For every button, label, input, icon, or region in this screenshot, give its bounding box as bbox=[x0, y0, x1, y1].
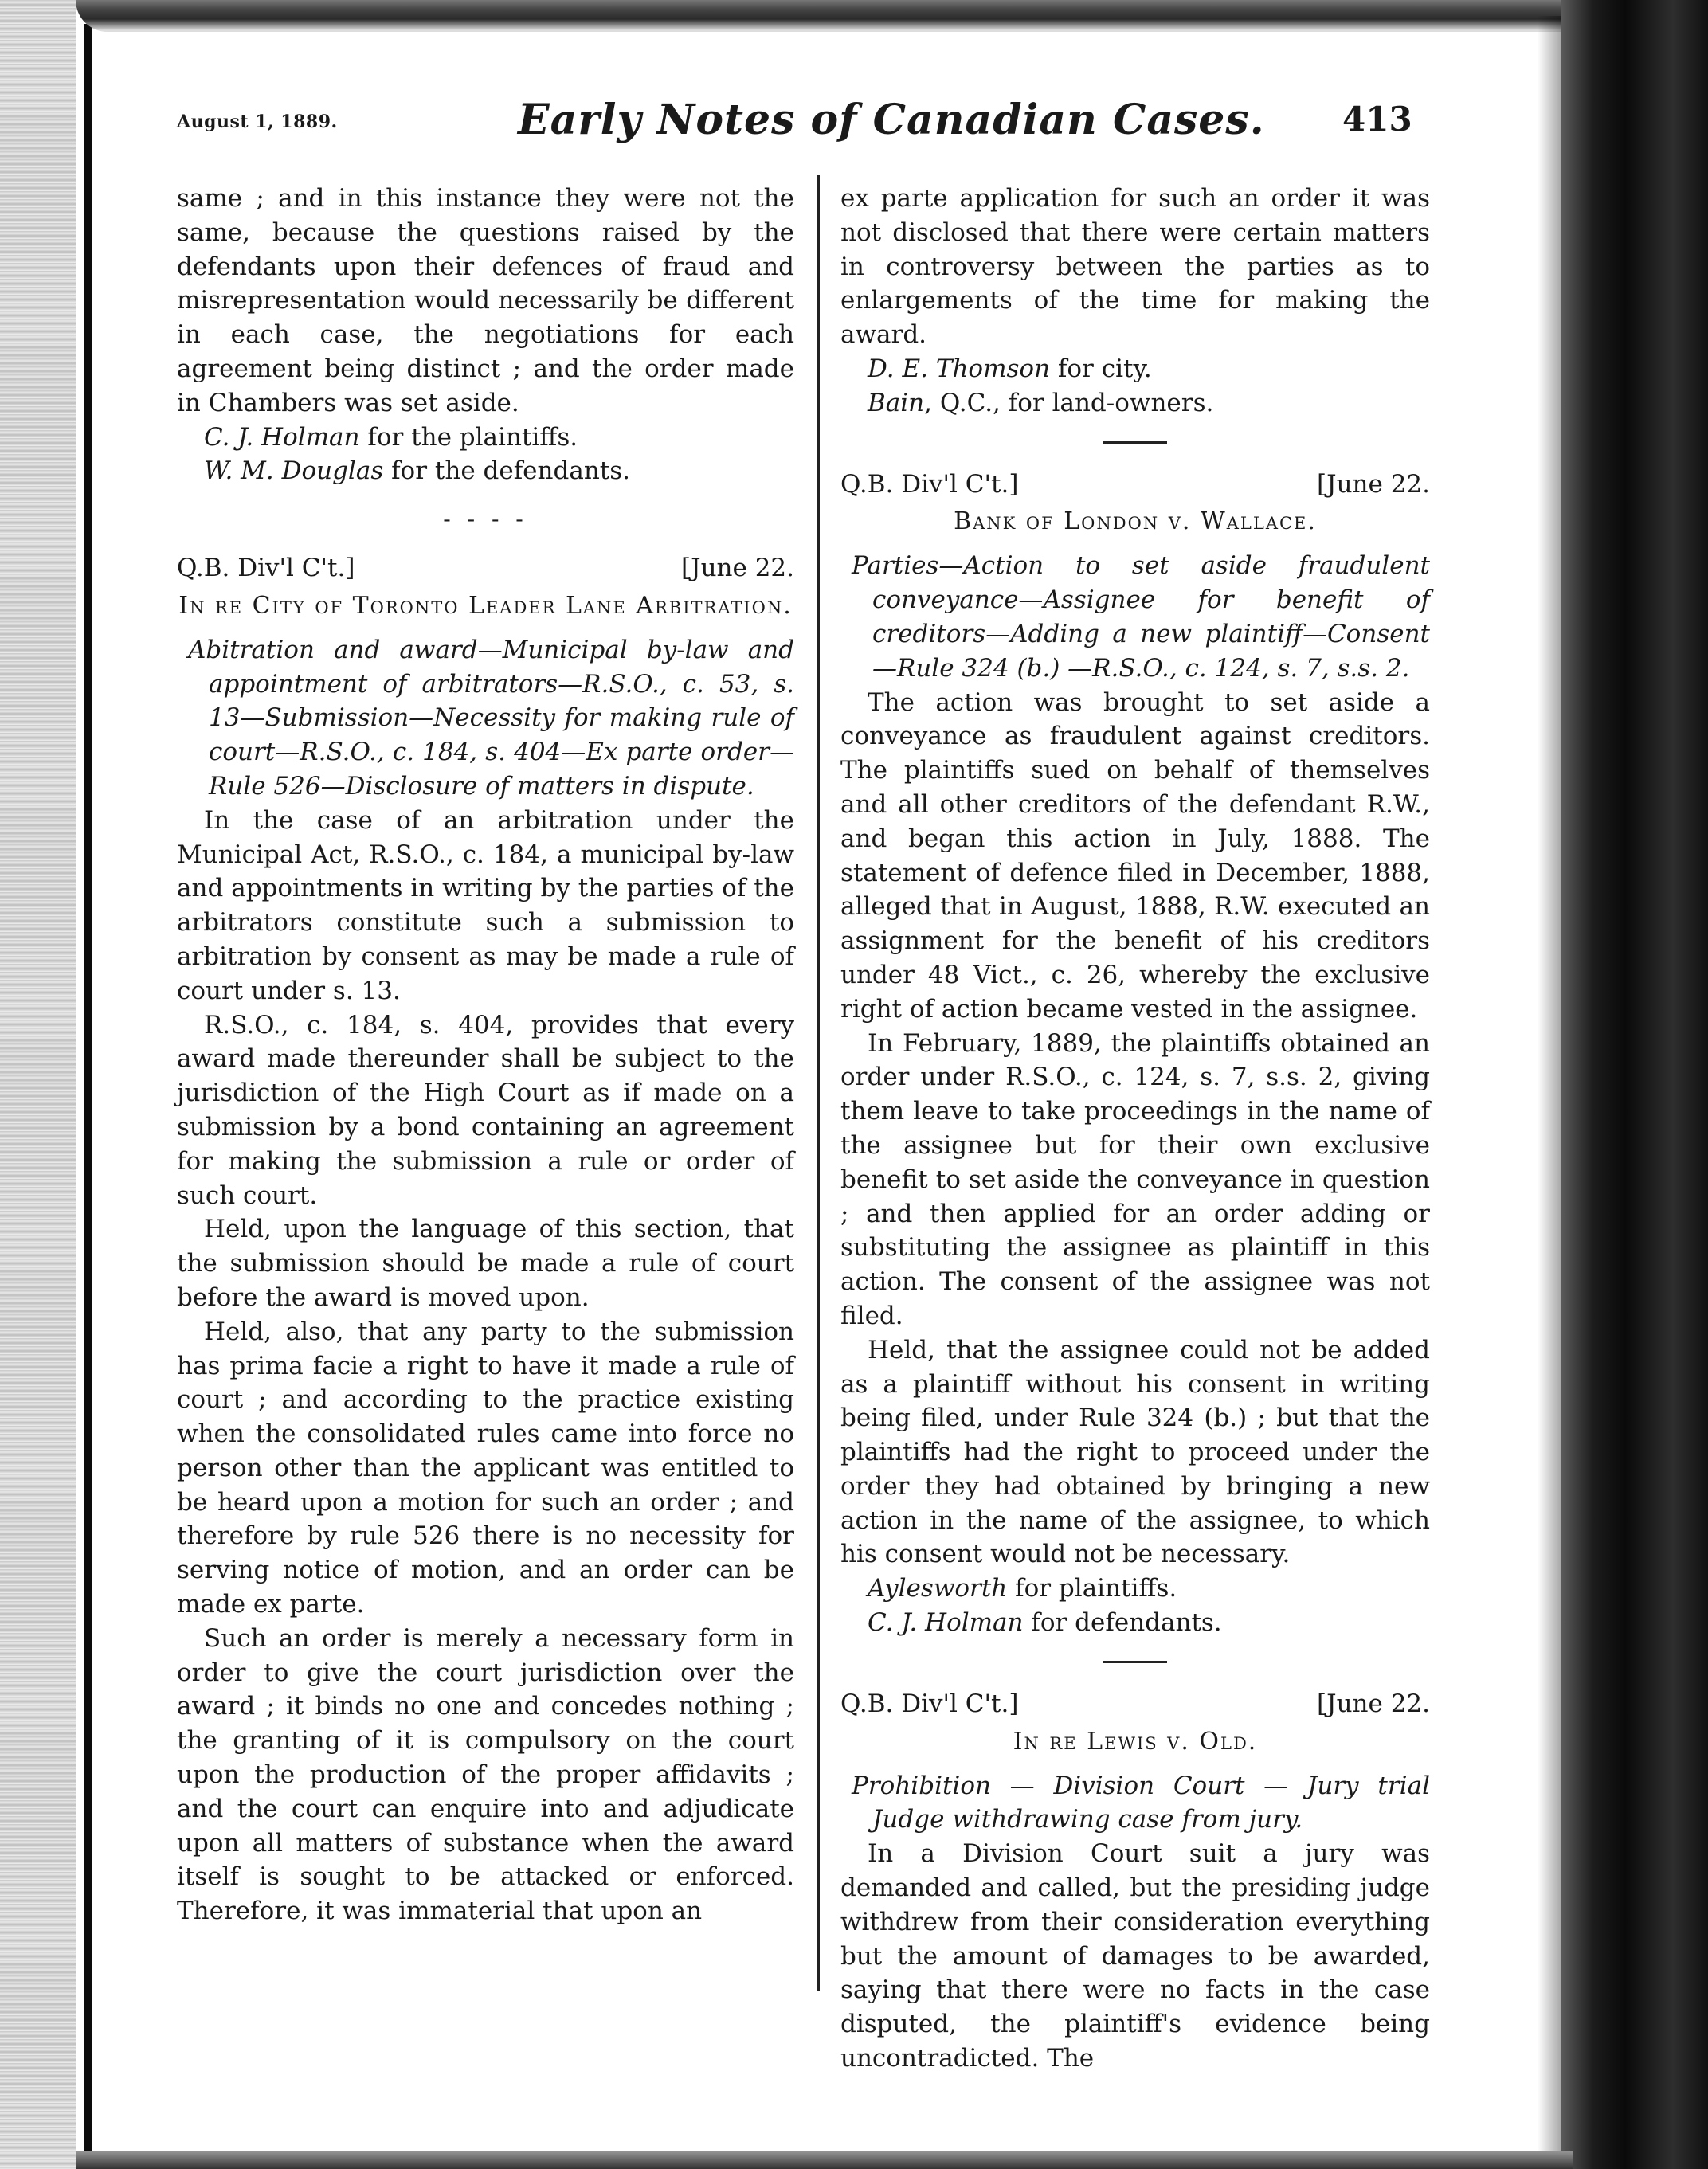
section-separator: - - - - bbox=[443, 506, 528, 533]
counsel-line bbox=[840, 352, 1430, 386]
case-title: In re City of Toronto Leader Lane Arbitration. bbox=[178, 591, 793, 620]
case-paragraph: Held, upon the language of this section, that the submission should be made a rule of court before the award is moved upon. bbox=[177, 1215, 794, 1312]
scan-left-margin bbox=[0, 0, 76, 2169]
scan-right-shadow bbox=[1538, 16, 1561, 2159]
case-paragraph: In a Division Court suit a jury was demanded and called, but the presiding judge withdrew from their consideration everything but the amount of damages to be awarded, saying that there were no facts in the case disputed, the plaintiff's evidence being uncontradicted. The bbox=[840, 1839, 1430, 2073]
counsel-line bbox=[177, 454, 794, 488]
header-date: August 1, 1889. bbox=[177, 112, 338, 132]
scan-bottom-margin bbox=[76, 2151, 1573, 2169]
counsel-role: for the plaintiffs. bbox=[359, 422, 578, 452]
right-column bbox=[817, 182, 1430, 2076]
counsel-name: W. M. Douglas bbox=[204, 456, 384, 486]
scan-binding-edge bbox=[84, 24, 92, 2167]
page-number: 413 bbox=[1342, 100, 1412, 139]
case-title: In re Lewis v. Old. bbox=[1013, 1727, 1258, 1756]
counsel-name: Aylesworth bbox=[868, 1574, 1008, 1603]
counsel-line bbox=[840, 386, 1430, 421]
counsel-line bbox=[840, 1572, 1430, 1606]
case-title: Bank of London v. Wallace. bbox=[954, 507, 1317, 536]
counsel-name: D. E. Thomson bbox=[868, 354, 1051, 383]
counsel-name: Bain bbox=[868, 388, 925, 417]
case-court: Q.B. Div'l C't.] bbox=[177, 553, 355, 582]
case-paragraph: In the case of an arbitration under the Municipal Act, R.S.O., c. 184, a municipal by-law and appointments in writing by the parties of the arbitrators constitute such a submission to arbitration by consent as may be made a rule of court under s. 13. bbox=[177, 805, 794, 1005]
continued-paragraph: same ; and in this instance they were not the same, because the questions raised by the defendants upon their defences of fraud and misrepresentation would necessarily be different in each case, the negotiations for each agreement being distinct ; and the order made in Chambers was set aside. bbox=[177, 184, 794, 417]
case-court: Q.B. Div'l C't.] bbox=[840, 469, 1019, 499]
case-paragraph: R.S.O., c. 184, s. 404, provides that every award made thereunder shall be subject to the jurisdiction of the High Court as if made on a submission by a bond containing an agreement for making the submission a rule or order of such court. bbox=[177, 1010, 794, 1210]
counsel-role: , Q.C., for land-owners. bbox=[924, 388, 1214, 417]
scan-right-margin bbox=[1561, 0, 1708, 2169]
section-separator bbox=[1103, 1661, 1167, 1663]
counsel-name: C. J. Holman bbox=[204, 422, 360, 452]
case-date: [June 22. bbox=[1317, 1689, 1430, 1718]
left-column bbox=[177, 182, 794, 1928]
case-catchwords: Prohibition — Division Court — Jury trial Judge withdrawing case from jury. bbox=[852, 1771, 1430, 1834]
case-paragraph: Such an order is merely a necessary form in order to give the court jurisdiction over the award ; it binds no one and concedes nothing ; the granting of it is compulsory on the court upon the production of the proper affidavits ; and the court can enquire into and adjudicate upon all matters of substance when the award itself is sought to be attacked or enforced. Therefore, it was immaterial that upon an bbox=[177, 1623, 794, 1926]
case-date: [June 22. bbox=[681, 553, 794, 582]
case-header bbox=[840, 1687, 1430, 1721]
continued-paragraph: ex parte application for such an order it was not disclosed that there were certain matters in controversy between the parties as to enlargements of the time for making the award. bbox=[840, 184, 1430, 350]
case-court: Q.B. Div'l C't.] bbox=[840, 1689, 1019, 1718]
case-header bbox=[177, 551, 794, 585]
counsel-line bbox=[177, 421, 794, 455]
counsel-role: for the defendants. bbox=[383, 456, 631, 486]
case-paragraph: In February, 1889, the plaintiffs obtained an order under R.S.O., c. 124, s. 7, s.s. 2, giving them leave to take proceedings in the name of the assignee but for their own exclusive benefit to set aside the conveyance in question ; and then applied for an order adding or substituting the assignee as plaintiff in this action. The consent of the assignee was not filed. bbox=[840, 1028, 1430, 1330]
counsel-role: for city. bbox=[1050, 354, 1152, 383]
counsel-role: for plaintiffs. bbox=[1007, 1574, 1177, 1603]
case-date: [June 22. bbox=[1317, 469, 1430, 499]
case-catchwords: Parties—Action to set aside fraudulent conveyance—Assignee for benefit of creditors—Adding a new plaintiff—Consent—Rule 324 (b.) —R.S.O., c. 124, s. 7, s.s. 2. bbox=[852, 551, 1430, 683]
section-separator bbox=[1103, 441, 1167, 444]
case-paragraph: The action was brought to set aside a conveyance as fraudulent against creditors. The plaintiffs sued on behalf of themselves and all other creditors of the defendant R.W., and began this action in July, 1888. The statement of defence filed in December, 1888, alleged that in August, 1888, R.W. executed an assignment for the benefit of his creditors under 48 Vict., c. 26, whereby the exclusive right of action became vested in the assignee. bbox=[840, 687, 1430, 1024]
case-paragraph: Held, also, that any party to the submission has prima facie a right to have it made a rule of court ; and according to the practice existing when the consolidated rules came into force no person other than the applicant was entitled to be heard upon a motion for such an order ; and therefore by rule 526 there is no necessity for serving notice of motion, and an order can be made ex parte. bbox=[177, 1317, 794, 1619]
case-header bbox=[840, 468, 1430, 502]
running-title: Early Notes of Canadian Cases. bbox=[518, 96, 1265, 144]
counsel-line bbox=[840, 1606, 1430, 1640]
case-paragraph: Held, that the assignee could not be added as a plaintiff without his consent in writing being filed, under Rule 324 (b.) ; but that the plaintiffs had the right to proceed under the order they had obtained by bringing a new action in the name of the assignee, to which his consent would not be necessary. bbox=[840, 1335, 1430, 1569]
counsel-role: for defendants. bbox=[1023, 1608, 1222, 1638]
case-catchwords: Abitration and award—Municipal by-law and appointment of arbitrators—R.S.O., c. 53, s. 13—Submission—Necessity for making rule of court—R.S.O., c. 184, s. 404—Ex parte order—Rule 526—Disclosure of matters in dispute. bbox=[188, 635, 794, 801]
counsel-name: C. J. Holman bbox=[868, 1608, 1024, 1638]
scan-top-margin bbox=[76, 0, 1573, 32]
